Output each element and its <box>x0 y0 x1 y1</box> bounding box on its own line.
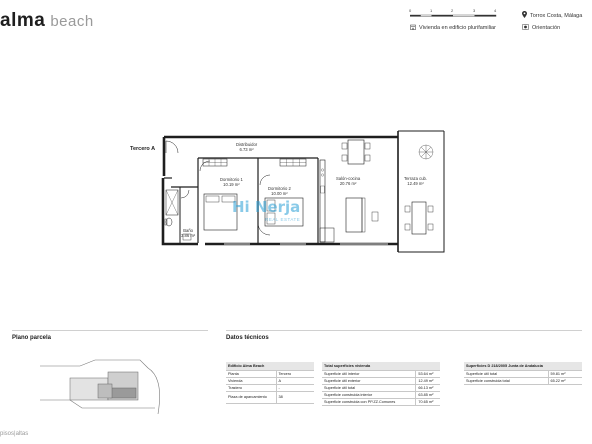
table-row <box>226 370 314 377</box>
table-cell-value: 65.22 m² <box>548 377 582 384</box>
room-name: Dormitorio 1 <box>220 177 243 182</box>
room-name: Dormitorio 2 <box>268 186 291 191</box>
scale-label: 2 <box>451 8 454 13</box>
junta-surfaces-table <box>464 362 582 385</box>
room-area: 12.49 m² <box>407 181 424 187</box>
room-label-dormitorio-1 <box>220 177 243 188</box>
room-label-dormitorio-2 <box>268 186 291 197</box>
table-cell-value: 38 <box>276 391 314 403</box>
table-cell-label: Vivienda <box>226 377 276 384</box>
table-title: Edificio Alma Beach <box>226 362 314 370</box>
table-cell-label: Trastero <box>226 384 276 391</box>
dwelling-surfaces-table <box>322 362 440 406</box>
floor-label: Tercero A <box>130 146 156 152</box>
table-cell-label: Superficie útil total <box>464 370 548 377</box>
room-label-terraza <box>404 176 427 187</box>
agency-watermark-name: Hi Nerja <box>232 198 301 216</box>
table-cell-value: 70.65 m² <box>416 398 440 405</box>
table-cell-value: 59.81 m² <box>548 370 582 377</box>
room-label-bano <box>181 228 195 239</box>
table-cell-label: Superficie útil total <box>322 384 416 391</box>
orientation-text: Orientación <box>532 25 561 31</box>
scale-label: 3 <box>473 8 476 13</box>
source-watermark: pisos|altas <box>0 431 29 437</box>
table-cell-value: 53.64 m² <box>416 370 440 377</box>
room-label-salon-cocina <box>336 176 360 187</box>
table-cell-label: Superficie útil interior <box>322 370 416 377</box>
site-plan <box>40 358 172 414</box>
agency-watermark <box>232 200 300 222</box>
table-cell-value: A <box>276 377 314 384</box>
table-row <box>464 377 582 384</box>
scale-label: 0 <box>409 8 412 13</box>
table-cell-label: Plaza de aparcamiento <box>226 391 276 403</box>
room-area: 10.00 m² <box>271 191 288 197</box>
table-cell-value: 63.85 m² <box>416 391 440 398</box>
dwelling-text: Vivienda en edificio plurifamiliar <box>419 25 496 31</box>
brand-subname: beach <box>50 13 94 30</box>
room-label-distribuidor <box>236 142 257 153</box>
room-name: Salón-cocina <box>336 176 361 181</box>
section-title-plano: Plano parcela <box>12 335 52 341</box>
table-cell-label: Superficie útil exterior <box>322 377 416 384</box>
table-row <box>322 391 440 398</box>
room-area: 20.76 m² <box>339 181 357 187</box>
location-text: Torrox Costa, Málaga <box>530 12 583 19</box>
table-cell-value: 66.13 m² <box>416 384 440 391</box>
table-cell-label: Superficie construida total <box>464 377 548 384</box>
table-row <box>226 384 314 391</box>
room-name: Terraza cub. <box>404 176 428 181</box>
table-row <box>226 391 314 403</box>
table-cell-value: - <box>276 384 314 391</box>
table-cell-label: Superficie construida interior <box>322 391 416 398</box>
table-row <box>322 398 440 405</box>
table-cell-value: 12.49 m² <box>416 377 440 384</box>
room-area: 10.19 m² <box>223 182 240 188</box>
building-data-table <box>226 362 314 404</box>
table-cell-value: Tercero <box>276 370 314 377</box>
table-row <box>322 384 440 391</box>
table-row <box>322 370 440 377</box>
room-name: Baño <box>183 228 193 233</box>
divider <box>226 330 582 331</box>
divider <box>12 330 208 331</box>
table-title: Total superficies vivienda <box>322 362 440 370</box>
table-row <box>322 377 440 384</box>
room-name: Distribuidor <box>236 142 258 147</box>
table-title: Superficies D 218/2005 Junta de Andalucía <box>464 362 582 370</box>
brand-name: alma <box>0 10 46 31</box>
scale-label: 4 <box>494 8 497 13</box>
table-cell-label: Superficie construida con PP.ZZ.Comunes <box>322 398 416 405</box>
table-row <box>464 370 582 377</box>
scale-label: 1 <box>430 8 433 13</box>
section-title-datos: Datos técnicos <box>226 335 269 341</box>
agency-watermark-sub: REAL ESTATE <box>265 217 301 222</box>
room-area: 3.86 m² <box>181 233 196 239</box>
room-area: 6.73 m² <box>239 147 254 153</box>
table-cell-label: Planta <box>226 370 276 377</box>
table-row <box>226 377 314 384</box>
